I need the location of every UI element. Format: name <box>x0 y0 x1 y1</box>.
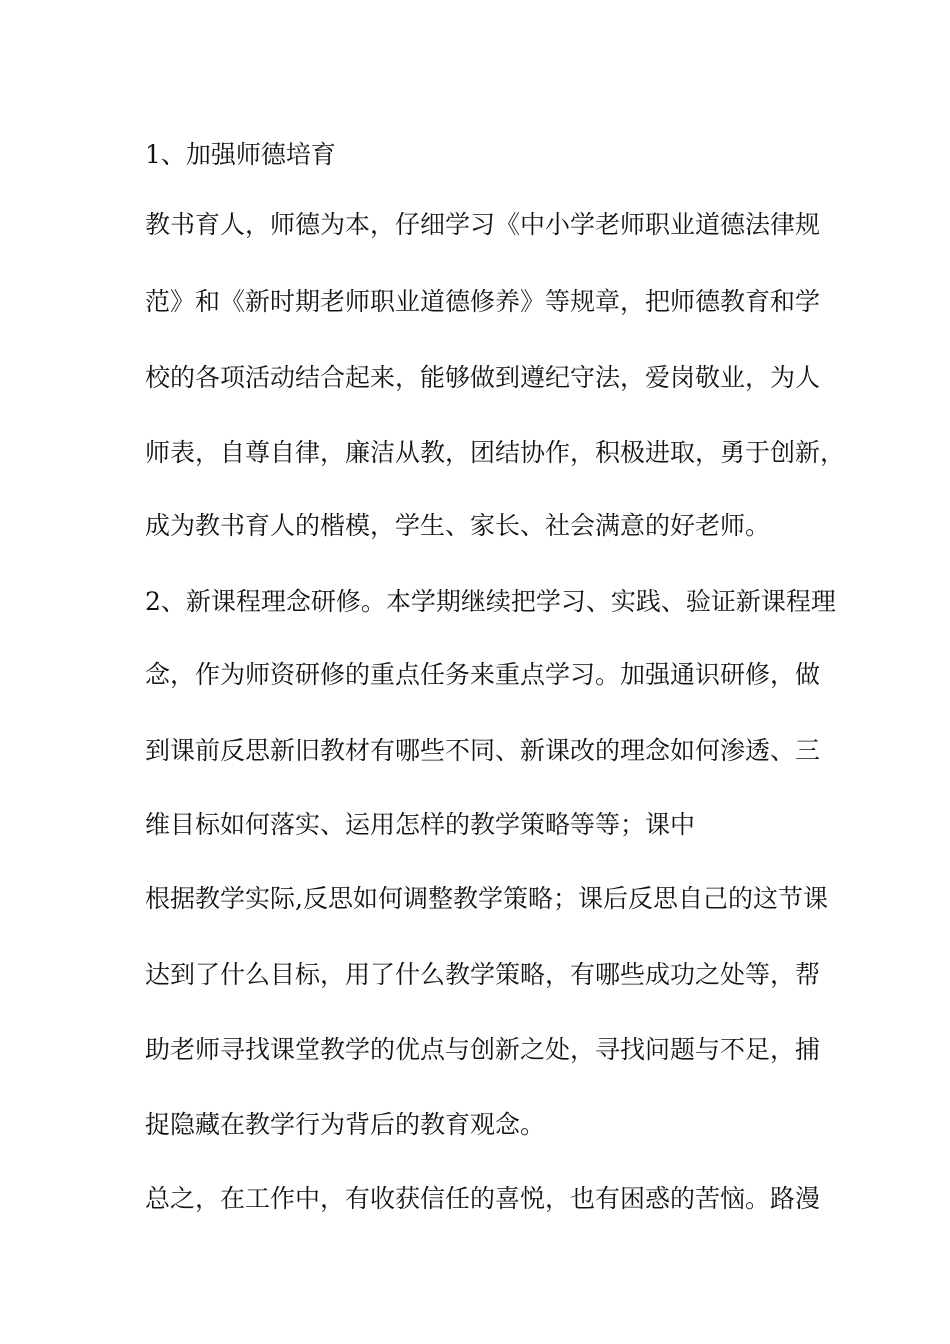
text-line: 维目标如何落实、运用怎样的教学策略等等；课中 <box>145 810 696 839</box>
text-line: 2、新课程理念研修。本学期继续把学习、实践、验证新课程理 <box>145 587 836 616</box>
text-line: 达到了什么目标，用了什么教学策略，有哪些成功之处等，帮 <box>145 960 821 989</box>
text-line: 范》和《新时期老师职业道德修养》等规章，把师德教育和学 <box>145 287 821 316</box>
text-line: 捉隐藏在教学行为背后的教育观念。 <box>145 1110 546 1139</box>
text-line: 根据教学实际,反思如何调整教学策略；课后反思自己的这节课 <box>145 884 828 913</box>
text-line: 到课前反思新旧教材有哪些不同、新课改的理念如何渗透、三 <box>145 736 821 765</box>
text-line: 总之，在工作中，有收获信任的喜悦，也有困惑的苦恼。路漫 <box>145 1184 821 1213</box>
text-line: 教书育人，师德为本，仔细学习《中小学老师职业道德法律规 <box>145 210 821 239</box>
text-line: 校的各项活动结合起来，能够做到遵纪守法，爱岗敬业，为人 <box>145 363 821 392</box>
text-line: 师表，自尊自律，廉洁从教，团结协作，积极进取，勇于创新， <box>145 438 846 467</box>
text-line: 助老师寻找课堂教学的优点与创新之处，寻找问题与不足，捕 <box>145 1035 821 1064</box>
heading-teacher-ethics: 1、加强师德培育 <box>145 140 336 169</box>
text-line: 念，作为师资研修的重点任务来重点学习。加强通识研修，做 <box>145 660 821 689</box>
text-line: 成为教书育人的楷模，学生、家长、社会满意的好老师。 <box>145 511 771 540</box>
